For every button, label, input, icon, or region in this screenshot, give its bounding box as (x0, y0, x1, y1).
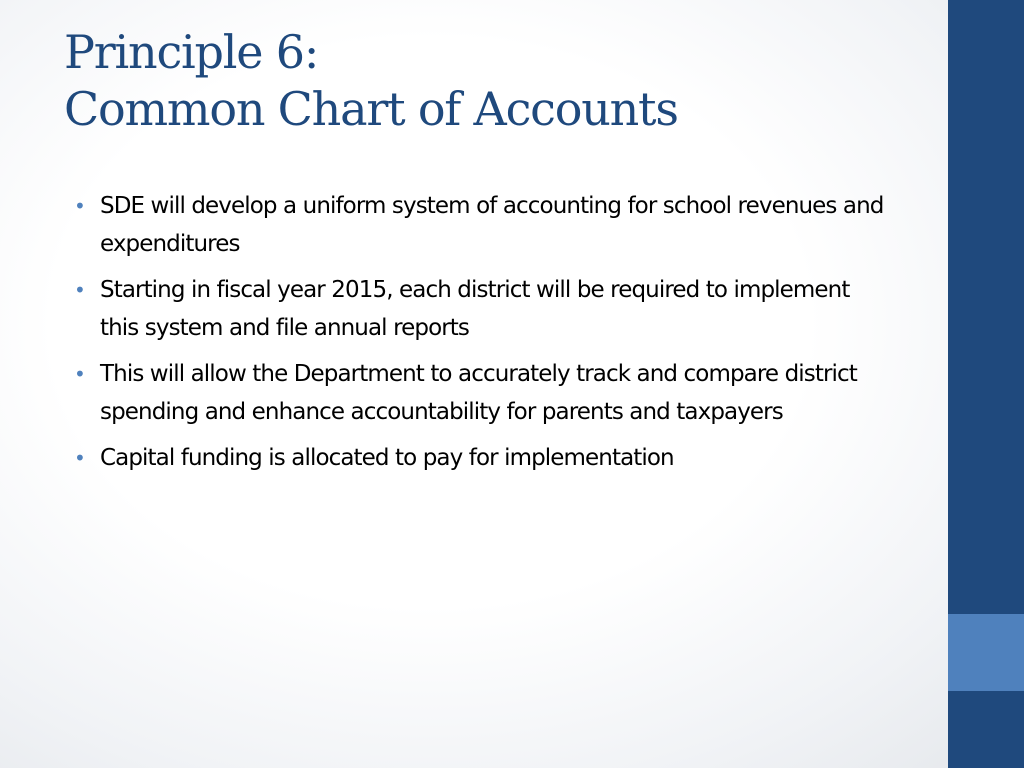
side-bar-accent-block (948, 614, 1024, 691)
bullet-item (74, 355, 894, 431)
bullet-text: Capital funding is allocated to pay for implementation (100, 445, 674, 471)
decorative-side-bar (948, 0, 1024, 768)
slide-title (64, 24, 924, 138)
bullet-dot-icon: • (74, 362, 85, 386)
bullet-text: Starting in fiscal year 2015, each district will be required to implement this system and file annual reports (100, 277, 850, 341)
bullet-text: SDE will develop a uniform system of accounting for school revenues and expenditures (100, 193, 884, 257)
bullet-item (74, 187, 894, 263)
bullet-dot-icon: • (74, 278, 85, 302)
bullet-dot-icon: • (74, 194, 85, 218)
bullet-item (74, 271, 894, 347)
bullet-text: This will allow the Department to accurately track and compare district spending and enhance accountability for parents and taxpayers (100, 361, 857, 425)
slide-title-line-2: Common Chart of Accounts (64, 82, 678, 136)
bullet-item (74, 439, 894, 477)
bullet-dot-icon: • (74, 446, 85, 470)
bullet-list (74, 187, 894, 485)
slide-title-line-1: Principle 6: (64, 25, 319, 79)
